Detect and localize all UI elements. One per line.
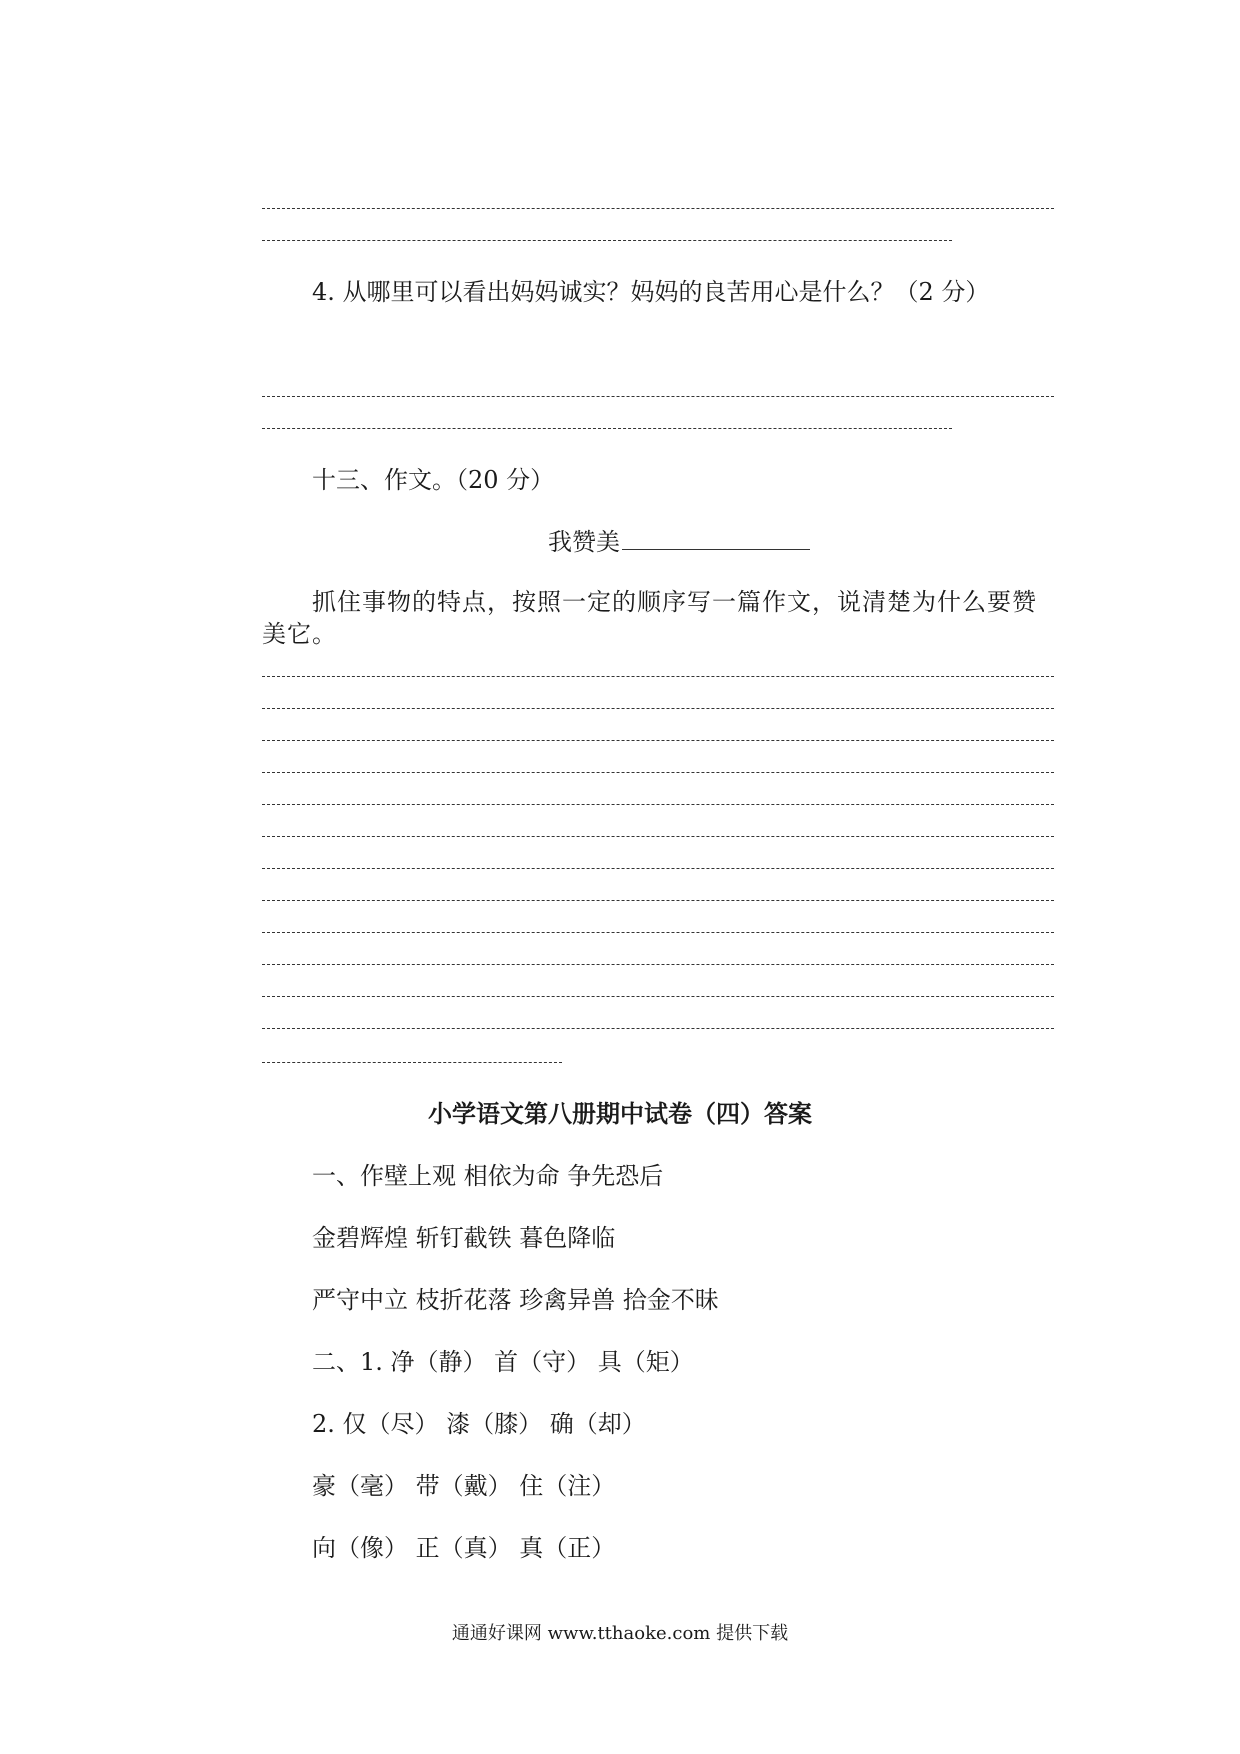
answer-line-2: 金碧辉煌 斩钉截铁 暮色降临 [312, 1224, 616, 1252]
answer-line [262, 240, 952, 241]
writing-line [262, 932, 1054, 933]
answer-line-6: 豪（毫） 带（戴） 住（注） [312, 1472, 616, 1500]
answer-line-1: 一、作壁上观 相依为命 争先恐后 [312, 1162, 664, 1190]
writing-line [262, 996, 1054, 997]
answer-line-7: 向（像） 正（真） 真（正） [312, 1534, 616, 1562]
writing-line [262, 772, 1054, 773]
section-13-heading: 十三、作文。（20 分） [312, 466, 555, 494]
writing-line [262, 964, 1054, 965]
essay-title-blank [622, 527, 810, 550]
essay-instruction: 抓住事物的特点，按照一定的顺序写一篇作文，说清楚为什么要赞美它。 [262, 588, 1037, 648]
answer-line [262, 208, 1054, 209]
question-4: 4. 从哪里可以看出妈妈诚实？妈妈的良苦用心是什么？（2 分） [312, 278, 990, 306]
answer-line [262, 396, 1054, 397]
writing-line [262, 900, 1054, 901]
writing-line [262, 708, 1054, 709]
writing-line [262, 676, 1054, 677]
answer-line-4: 二、1. 净（静） 首（守） 具（矩） [312, 1348, 694, 1376]
answer-line-5: 2. 仅（尽） 漆（膝） 确（却） [312, 1410, 646, 1438]
writing-line [262, 1062, 562, 1063]
answer-line-3: 严守中立 枝折花落 珍禽异兽 拾金不昧 [312, 1286, 719, 1314]
writing-line [262, 804, 1054, 805]
answer-line [262, 428, 952, 429]
writing-line [262, 740, 1054, 741]
writing-line [262, 836, 1054, 837]
essay-title [548, 526, 810, 558]
essay-title-prefix: 我赞美 [548, 528, 620, 556]
writing-line [262, 868, 1054, 869]
answers-title: 小学语文第八册期中试卷（四）答案 [428, 1099, 812, 1128]
page-footer: 通通好课网 www.tthaoke.com 提供下载 [451, 1623, 789, 1644]
writing-line [262, 1028, 1054, 1029]
